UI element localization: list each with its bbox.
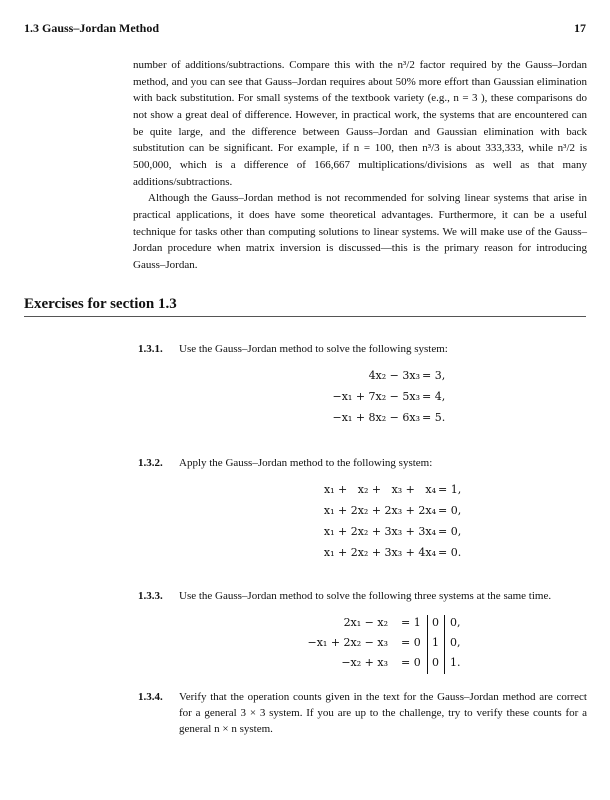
equation-system-2	[280, 483, 460, 567]
exercise-1-3-3	[138, 588, 587, 604]
aug-rhs-2: 1	[432, 636, 439, 649]
aug-rhs-3: 0,	[450, 616, 461, 629]
augment-divider	[427, 615, 428, 674]
aug-rhs-1: = 0	[401, 636, 421, 649]
equation-lhs: 4x₂ − 3x₃	[368, 369, 420, 382]
aug-rhs-2: 0	[432, 656, 439, 669]
exercise-1-3-4	[138, 689, 587, 737]
exercise-number: 1.3.3.	[138, 590, 163, 602]
aug-rhs-1: = 1	[401, 616, 421, 629]
body-text	[133, 57, 587, 274]
equation-row	[280, 483, 460, 504]
augment-divider	[444, 615, 445, 674]
running-head	[24, 21, 586, 37]
equation-lhs: x₁ + 2x₂ + 3x₃ + 3x₄	[323, 525, 436, 538]
equation-row	[290, 369, 446, 390]
equation-system-1	[290, 369, 446, 432]
aug-rhs-3: 0,	[450, 636, 461, 649]
aug-lhs: −x₂ + x₃	[341, 656, 388, 669]
exercise-text: Use the Gauss–Jordan method to solve the following system:	[179, 343, 448, 355]
aug-rhs-3: 1.	[450, 656, 461, 669]
exercise-number: 1.3.1.	[138, 343, 163, 355]
aug-rhs-1: = 0	[401, 656, 421, 669]
exercises-heading: Exercises for section 1.3	[24, 296, 586, 317]
equation-lhs: x₁ + 2x₂ + 2x₃ + 2x₄	[323, 504, 436, 517]
equation-rhs: = 5.	[422, 411, 446, 424]
equation-lhs: x₁ + x₂ + x₃ + x₄	[323, 483, 436, 496]
exercise-number: 1.3.4.	[138, 691, 163, 703]
aug-rhs-2: 0	[432, 616, 439, 629]
equation-row	[280, 525, 460, 546]
equation-rhs: = 3,	[422, 369, 446, 382]
equation-rhs: = 1,	[438, 483, 462, 496]
equation-lhs: x₁ + 2x₂ + 3x₃ + 4x₄	[323, 546, 436, 559]
equation-lhs: −x₁ + 7x₂ − 5x₃	[332, 390, 420, 403]
exercise-1-3-2	[138, 455, 587, 471]
paragraph-1: number of additions/subtractions. Compare this with the n³/2 factor required by the Gauss–Jordan method, and you can see that Gauss–Jordan requires about 50% more effort than Gaussian elimination with back substitution. For small systems of the textbook variety (e.g., n = 3 ), these comparisons do not show a great deal of difference. However, in practical work, the systems that are encountered can be quite large, and the difference between Gauss–Jordan and Gaussian elimination with back substitution can be significant. For example, if n = 100, then n³/3 is about 333,333, while n³/2 is 500,000, which is a difference of 166,667 multiplications/divisions as well as that many additions/subtractions.	[133, 59, 587, 188]
exercise-text: Apply the Gauss–Jordan method to the following system:	[179, 457, 433, 469]
equation-row	[280, 546, 460, 567]
exercise-text: Verify that the operation counts given in the text for the Gauss–Jordan method are correct for a general 3 × 3 system. If you are up to the challenge, try to verify these counts for a general n × n system.	[179, 691, 587, 735]
exercise-number: 1.3.2.	[138, 457, 163, 469]
paragraph-2: Although the Gauss–Jordan method is not recommended for solving linear systems that arise in practical applications, it does have some theoretical advantages. Furthermore, it can be a useful technique for tasks other than computing solutions to linear systems. We will make use of the Gauss–Jordan procedure when matrix inversion is discussed—this is the primary reason for introducing Gauss–Jordan.	[133, 192, 587, 271]
section-title-header: 1.3 Gauss–Jordan Method	[24, 21, 160, 35]
equation-row	[290, 390, 446, 411]
equation-row	[280, 504, 460, 525]
equation-rhs: = 0.	[438, 546, 462, 559]
equation-rhs: = 0,	[438, 525, 462, 538]
aug-lhs: 2x₁ − x₂	[343, 616, 388, 629]
equation-lhs: −x₁ + 8x₂ − 6x₃	[332, 411, 420, 424]
page-number: 17	[574, 21, 586, 35]
equation-rhs: = 0,	[438, 504, 462, 517]
aug-lhs: −x₁ + 2x₂ − x₃	[307, 636, 388, 649]
equation-row	[290, 411, 446, 432]
equation-rhs: = 4,	[422, 390, 446, 403]
exercise-text: Use the Gauss–Jordan method to solve the following three systems at the same time.	[179, 590, 552, 602]
exercise-1-3-1	[138, 341, 587, 357]
